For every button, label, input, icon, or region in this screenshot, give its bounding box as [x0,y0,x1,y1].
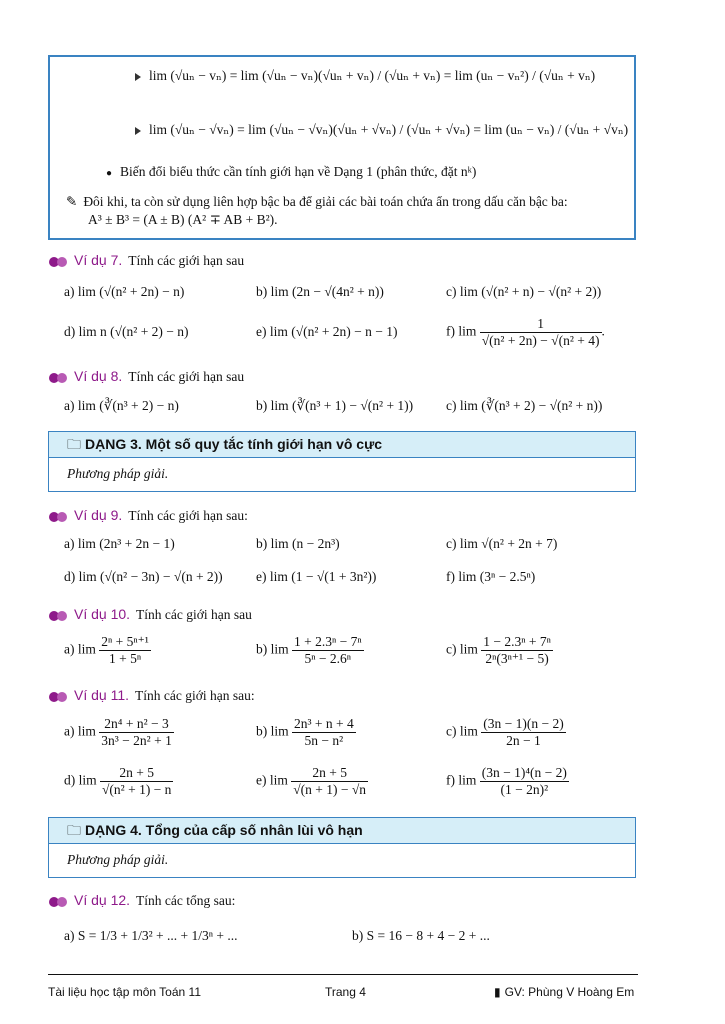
puzzle-icon [48,509,68,525]
footer-left: Tài liệu học tập môn Toán 11 [48,985,201,999]
ex8-c: c) lim (∛(n³ + 2) − √(n² + n)) [446,398,603,413]
ex10-c: c) lim $\frac{\text{1 − 2.3ⁿ + 7ⁿ}}{\text{2ⁿ(3ⁿ⁺¹ − 5)}}$ [446,634,551,666]
ex11-f: f) lim $\frac{\text{(3n − 1)⁴(n − 2)}}{\text{(1 − 2n)²}}$ [446,765,567,797]
formula-line-1: lim (√uₙ − vₙ) = lim (√uₙ − vₙ)(√uₙ + vₙ) / (√uₙ + vₙ) = lim (uₙ − vₙ²) / (√uₙ + vₙ) [135,68,595,84]
ex7-f: f) lim $\frac{1}{\text{√(n² + 2n) − √(n² + 4)}}$ . [446,316,605,348]
section-dang-3 [48,431,636,492]
dot-bullet-icon: ● [106,168,113,179]
footer-right: ▮ GV: Phùng V Hoàng Em [494,985,635,999]
ex11-e: e) lim $\frac{2n + 5}{√(n + 1) - √n}$ [256,765,367,797]
footer-page: Trang 4 [325,985,366,999]
document-icon: ▮ [494,985,501,999]
example-10-title: Ví dụ 10. Tính các giới hạn sau [48,606,252,624]
triangle-bullet-icon [135,73,141,81]
ex12-a: a) S = 1/3 + 1/3² + ... + 1/3ⁿ + ... [64,928,238,943]
note-line-1: ✎ Đôi khi, ta còn sử dụng liên hợp bậc ba để giải các bài toán chứa ẩn trong dấu căn bậc ba: [66,194,568,209]
puzzle-icon [48,254,68,270]
example-7-title: Ví dụ 7. Tính các giới hạn sau [48,252,244,270]
ex7-b: b) lim (2n − √(4n² + n)) [256,284,384,299]
ex10-a: a) lim $\frac{\text{2ⁿ + 5ⁿ⁺¹}}{\text{1 + 5ⁿ}}$ [64,634,149,666]
folder-icon: 🗀 [67,436,81,452]
ex9-d: d) lim (√(n² − 3n) − √(n + 2)) [64,569,223,584]
ex10-b: b) lim $\frac{\text{1 + 2.3ⁿ − 7ⁿ}}{\text{5ⁿ − 2.6ⁿ}}$ [256,634,362,666]
ex7-e: e) lim (√(n² + 2n) − n − 1) [256,324,398,339]
formula-line-2: lim (√uₙ − √vₙ) = lim (√uₙ − √vₙ)(√uₙ + √vₙ) / (√uₙ + √vₙ) = lim (uₙ − vₙ) / (√uₙ + √vₙ) [135,122,628,138]
section-heading: 🗀 DẠNG 3. Một số quy tắc tính giới hạn vô cực [48,431,636,458]
ex8-b: b) lim (∛(n³ + 1) − √(n² + 1)) [256,398,414,413]
puzzle-icon [48,894,68,910]
example-9-title: Ví dụ 9. Tính các giới hạn sau: [48,507,248,525]
ex12-b: b) S = 16 − 8 + 4 − 2 + ... [352,928,490,943]
ex7-d: d) lim n (√(n² + 2) − n) [64,324,189,339]
puzzle-icon [48,689,68,705]
section-body: Phương pháp giải. [48,844,636,878]
footer-rule [48,974,638,975]
section-heading: 🗀 DẠNG 4. Tổng của cấp số nhân lùi vô hạn [48,817,636,844]
puzzle-icon [48,608,68,624]
ex8-a: a) lim (∛(n³ + 2) − n) [64,398,179,413]
ex11-c: c) lim $\frac{(3n - 1)(n - 2)}{2n - 1}$ [446,716,564,748]
folder-icon: 🗀 [67,822,81,838]
ex9-c: c) lim √(n² + 2n + 7) [446,536,558,551]
puzzle-icon [48,370,68,386]
ex7-a: a) lim (√(n² + 2n) − n) [64,284,185,299]
note-line-2: A³ ± B³ = (A ± B) (A² ∓ AB + B²). [88,212,278,227]
bullet-text: ● Biến đổi biểu thức cần tính giới hạn về Dạng 1 (phân thức, đặt nᵏ) [106,164,477,179]
example-8-title: Ví dụ 8. Tính các giới hạn sau [48,368,244,386]
example-11-title: Ví dụ 11. Tính các giới hạn sau: [48,687,255,705]
section-dang-4 [48,817,636,878]
triangle-bullet-icon [135,127,141,135]
example-12-title: Ví dụ 12. Tính các tổng sau: [48,892,235,910]
ex11-b: b) lim $\frac{\text{2n³ + n + 4}}{\text{5n − n²}}$ [256,716,354,748]
ex9-a: a) lim (2n³ + 2n − 1) [64,536,175,551]
section-body: Phương pháp giải. [48,458,636,492]
ex9-b: b) lim (n − 2n³) [256,536,340,551]
ex11-d: d) lim $\frac{2n + 5}{\text{√(n² + 1) − n}}$ [64,765,172,797]
ex7-c: c) lim (√(n² + n) − √(n² + 2)) [446,284,602,299]
ex9-e: e) lim (1 − √(1 + 3n²)) [256,569,377,584]
ex9-f: f) lim (3ⁿ − 2.5ⁿ) [446,569,536,584]
pencil-icon: ✎ [66,194,78,209]
ex11-a: a) lim $\frac{\text{2n⁴ + n² − 3}}{\text{3n³ − 2n² + 1}}$ [64,716,172,748]
